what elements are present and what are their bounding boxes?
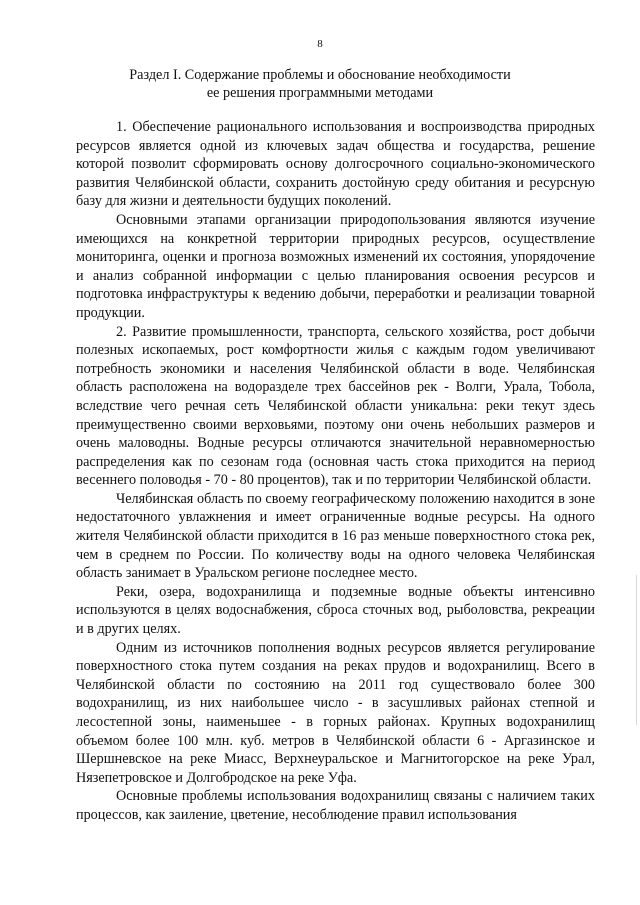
paragraph-6: Одним из источников пополнения водных ресурсов является регулирование поверхностного стока путем создания на реках прудов и водохранилищ. Всего в Челябинской области по состоянию на 2011 год существовало более 300 водохранилищ, из них наибольшее число - в засушливых районах степной и лесостепной зоны, наименьшее - в горных районах. Крупных водохранилищ объемом более 100 млн. куб. метров в Челябинской области 6 - Аргазинское и Шершневское на реке Миасс, Верхнеуральское и Магнитогорское на реке Урал, Нязепетровское и Долгобродское на реке Уфа.	[76, 639, 595, 786]
body-text	[76, 118, 595, 825]
section-title-line-2: ее решения программными методами	[206, 85, 434, 101]
paragraph-4: Челябинская область по своему географическому положению находится в зоне недостаточного увлажнения и имеет ограниченные водные ресурсы. На одного жителя Челябинской области приходится в 16 раз меньше поверхностного стока рек, чем в среднем по России. По количеству воды на одного человека Челябинская область занимает в Уральском регионе последнее место.	[76, 490, 595, 582]
paragraph-1: 1. Обеспечение рационального использования и воспроизводства природных ресурсов является одной из ключевых задач общества и государства, решение которой позволит сформировать основу долгосрочного социально-экономического развития Челябинской области, сохранить достойную среду обитания и ресурсную базу для жизни и деятельности будущих поколений.	[76, 119, 595, 210]
paragraph-2: Основными этапами организации природопользования являются изучение имеющихся на конкретной территории природных ресурсов, осуществление мониторинга, оценки и прогноза возможных изменений их состояния, упорядочение и анализ собранной информации с целью планирования освоения ресурсов и подготовка инфраструктуры к ведению добычи, переработки и реализации товарной продукции.	[76, 211, 595, 321]
page-number: 8	[317, 38, 323, 50]
section-title-line-1: Раздел I. Содержание проблемы и обоснование необходимости	[129, 67, 511, 83]
paragraph-5: Реки, озера, водохранилища и подземные водные объекты интенсивно используются в целях водоснабжения, сброса сточных вод, рыболовства, рекреации и в других целях.	[76, 583, 595, 638]
scan-edge-line	[636, 575, 637, 725]
paragraph-3: 2. Развитие промышленности, транспорта, сельского хозяйства, рост добычи полезных ископаемых, рост комфортности жилья с каждым годом увеличивают потребность экономики и населения Челябинской области в воде. Челябинская область расположена на водоразделе трех бассейнов рек - Волги, Урала, Тобола, вследствие чего речная сеть Челябинской области уникальна: реки текут здесь преимущественно своими верховьями, поэтому они очень небольших размеров и очень маловодны. Водные ресурсы отличаются значительной неравномерностью распределения как по сезонам года (основная часть стока приходится на период весеннего половодья - 70 - 80 процентов), так и по территории Челябинской области.	[76, 323, 595, 489]
section-title	[100, 66, 540, 102]
paragraph-7: Основные проблемы использования водохранилищ связаны с наличием таких процессов, как заиление, цветение, несоблюдение правил использования	[76, 788, 595, 823]
